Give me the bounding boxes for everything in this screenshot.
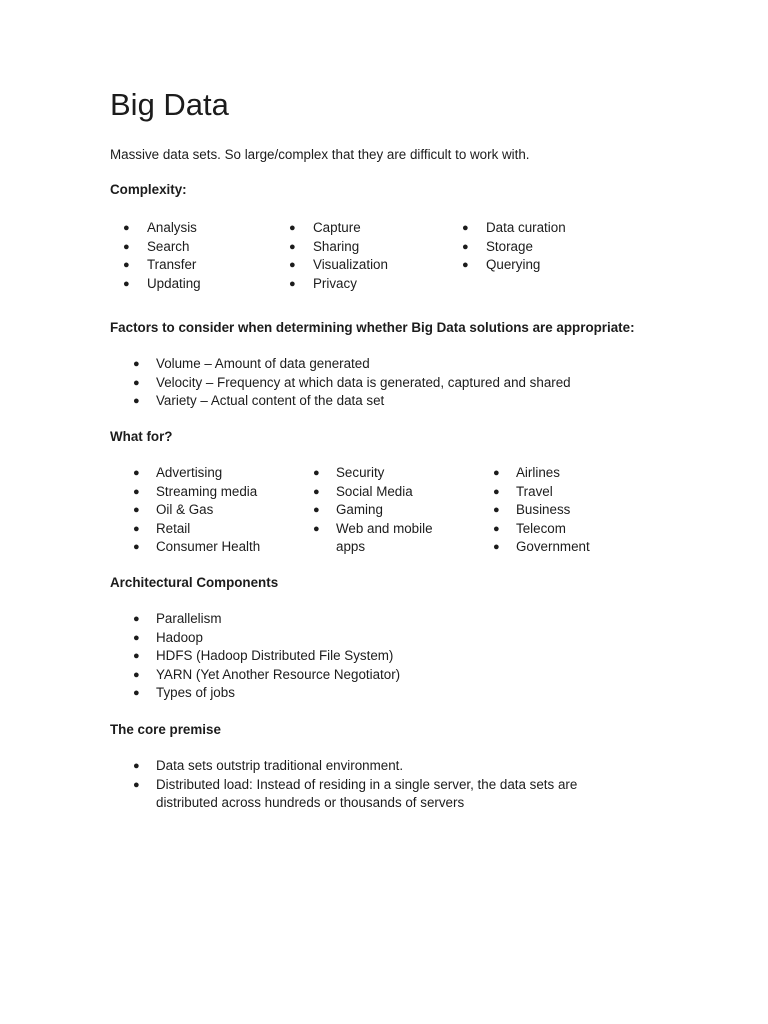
list-item: ● Variety – Actual content of the data set xyxy=(133,392,693,411)
list-item: ● Telecom xyxy=(493,520,643,539)
list-item: ● Visualization xyxy=(289,256,449,275)
bullet-icon: ● xyxy=(493,467,500,479)
list-item: ● Streaming media xyxy=(133,483,303,502)
core-list xyxy=(133,757,653,813)
bullet-icon: ● xyxy=(313,467,320,479)
list-item: ● Retail xyxy=(133,520,303,539)
complexity-heading: Complexity: xyxy=(110,182,187,197)
bullet-icon: ● xyxy=(493,541,500,554)
architecture-list xyxy=(133,610,633,703)
page-title: Big Data xyxy=(110,87,229,122)
list-item: ● Querying xyxy=(462,256,632,275)
bullet-icon: ● xyxy=(133,613,140,625)
list-item: ● YARN (Yet Another Resource Negotiator) xyxy=(133,666,633,685)
bullet-icon: ● xyxy=(123,222,130,234)
list-item: ● Web and mobile apps xyxy=(313,520,433,555)
bullet-icon: ● xyxy=(133,760,140,772)
list-item: ● Distributed load: Instead of residing in a single server, the data sets are distributed across hundreds or thousands of servers xyxy=(133,776,578,811)
bullet-icon: ● xyxy=(133,668,140,681)
list-item: ● Privacy xyxy=(289,275,449,294)
complexity-list-col3 xyxy=(462,219,632,275)
bullet-icon: ● xyxy=(133,631,140,644)
bullet-icon: ● xyxy=(133,541,140,554)
bullet-icon: ● xyxy=(493,485,500,498)
bullet-icon: ● xyxy=(313,522,320,535)
list-item: ● Transfer xyxy=(123,256,273,275)
list-item: ● Data curation xyxy=(462,219,632,238)
bullet-icon: ● xyxy=(133,778,140,791)
bullet-icon: ● xyxy=(493,504,500,517)
bullet-icon: ● xyxy=(123,277,130,290)
core-heading: The core premise xyxy=(110,722,221,737)
list-item: ● Storage xyxy=(462,238,632,257)
bullet-icon: ● xyxy=(133,522,140,535)
list-item: ● Sharing xyxy=(289,238,449,257)
list-item: ● Search xyxy=(123,238,273,257)
list-item: ● Volume – Amount of data generated xyxy=(133,355,693,374)
list-item: ● Parallelism xyxy=(133,610,633,629)
bullet-icon: ● xyxy=(289,259,296,272)
bullet-icon: ● xyxy=(289,277,296,290)
whatfor-list-col3 xyxy=(493,464,643,557)
bullet-icon: ● xyxy=(313,485,320,498)
architecture-heading: Architectural Components xyxy=(110,575,279,590)
bullet-icon: ● xyxy=(133,504,140,517)
list-item: ● Oil & Gas xyxy=(133,501,303,520)
list-item: ● Types of jobs xyxy=(133,684,633,703)
bullet-icon: ● xyxy=(133,467,140,479)
bullet-icon: ● xyxy=(289,222,296,234)
factors-heading: Factors to consider when determining whether Big Data solutions are appropriate: xyxy=(110,320,635,335)
list-item: ● Advertising xyxy=(133,464,303,483)
bullet-icon: ● xyxy=(123,259,130,272)
bullet-icon: ● xyxy=(462,240,469,253)
list-item: ● Velocity – Frequency at which data is generated, captured and shared xyxy=(133,374,693,393)
bullet-icon: ● xyxy=(123,240,130,253)
whatfor-list-col1 xyxy=(133,464,303,557)
list-item: ● Business xyxy=(493,501,643,520)
list-item: ● Social Media xyxy=(313,483,453,502)
whatfor-heading: What for? xyxy=(110,429,173,444)
list-item: ● Capture xyxy=(289,219,449,238)
bullet-icon: ● xyxy=(133,485,140,498)
list-item: ● Security xyxy=(313,464,453,483)
list-item: ● Updating xyxy=(123,275,273,294)
bullet-icon: ● xyxy=(133,358,140,370)
bullet-icon: ● xyxy=(462,259,469,272)
bullet-icon: ● xyxy=(133,650,140,663)
bullet-icon: ● xyxy=(133,687,140,700)
bullet-icon: ● xyxy=(289,240,296,253)
list-item: ● Gaming xyxy=(313,501,453,520)
bullet-icon: ● xyxy=(313,504,320,517)
complexity-list-col1 xyxy=(123,219,273,293)
list-item: ● Data sets outstrip traditional environment. xyxy=(133,757,653,776)
list-item: ● Airlines xyxy=(493,464,643,483)
list-item: ● Travel xyxy=(493,483,643,502)
list-item: ● Hadoop xyxy=(133,629,633,648)
bullet-icon: ● xyxy=(493,522,500,535)
list-item: ● Government xyxy=(493,538,643,557)
bullet-icon: ● xyxy=(133,376,140,389)
list-item: ● HDFS (Hadoop Distributed File System) xyxy=(133,647,633,666)
intro-text: Massive data sets. So large/complex that they are difficult to work with. xyxy=(110,147,530,162)
whatfor-list-col2 xyxy=(313,464,453,557)
list-item: ● Analysis xyxy=(123,219,273,238)
bullet-icon: ● xyxy=(462,222,469,234)
bullet-icon: ● xyxy=(133,395,140,408)
list-item: ● Consumer Health xyxy=(133,538,303,557)
factors-list xyxy=(133,355,693,411)
complexity-list-col2 xyxy=(289,219,449,293)
